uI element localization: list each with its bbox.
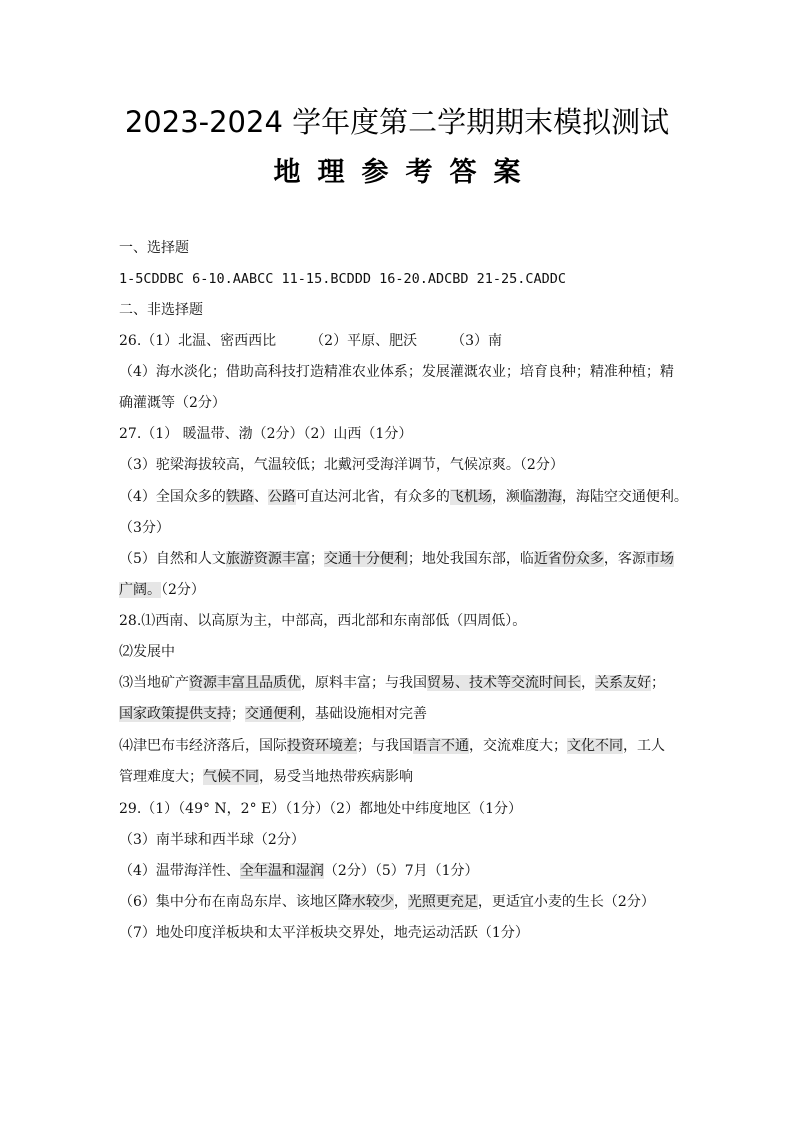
answer-text: ； xyxy=(309,551,324,567)
highlighted-text: 公路 xyxy=(267,489,296,505)
answer-29-line-2: （3）南半球和西半球（2分） xyxy=(119,832,305,848)
answer-text: 、 xyxy=(253,489,268,505)
highlighted-text: 铁路 xyxy=(225,489,254,505)
answer-27-line-1: 27.（1） 暖温带、渤（2分）（2）山西（1分） xyxy=(119,426,413,442)
highlighted-text: 市场 xyxy=(645,551,674,567)
answer-text: （6）集中分布在南岛东岸、该地区 xyxy=(119,894,338,910)
answer-text: ；地处我国东部，临 xyxy=(407,551,534,567)
answer-text: ，客源 xyxy=(603,551,646,567)
highlighted-text: 临渤海 xyxy=(519,489,562,505)
answer-text: （5）自然和人文 xyxy=(119,551,226,567)
answer-27-line-3 xyxy=(119,487,688,507)
answer-text: ； xyxy=(651,675,665,691)
answer-28-line-3 xyxy=(119,673,665,693)
answer-text: （2）平原、肥沃 xyxy=(310,333,418,349)
answer-text: （2分） xyxy=(161,582,205,598)
choice-answers: 1-5CDDBC 6-10.AABCC 11-15.BCDDD 16-20.ADCBD 21-25.CADDC xyxy=(119,271,567,287)
answer-29-line-5: （7）地处印度洋板块和太平洋板块交界处，地壳运动活跃（1分） xyxy=(119,925,529,941)
answer-29-line-3 xyxy=(119,861,479,881)
answer-text: ，更适宜小麦的生长（2分） xyxy=(477,894,655,910)
highlighted-text: 近省份众多 xyxy=(533,551,604,567)
answer-text: ，工人 xyxy=(623,738,665,754)
highlighted-text: 语言不通 xyxy=(413,738,469,754)
answer-26-line-3: 确灌溉等（2分） xyxy=(119,395,226,411)
section-heading-nonchoice: 二、非选择题 xyxy=(119,302,203,318)
answer-27-line-6 xyxy=(119,580,205,600)
highlighted-text: 气候不同 xyxy=(203,769,259,785)
highlighted-text: 飞机场 xyxy=(449,489,492,505)
highlighted-text: 资源丰富且品质优 xyxy=(189,675,301,691)
answer-text: ⑶当地矿产 xyxy=(119,675,189,691)
highlighted-text: 投资环境差 xyxy=(287,738,357,754)
answer-28-line-5 xyxy=(119,736,665,756)
answer-text: ，原料丰富；与我国 xyxy=(301,675,427,691)
answer-28-line-4 xyxy=(119,704,427,724)
highlighted-text: 光照更充足 xyxy=(407,894,478,910)
highlighted-text: 降水较少 xyxy=(337,894,394,910)
highlighted-text: 国家政策提供支持 xyxy=(119,706,231,722)
answer-text: ；与我国 xyxy=(357,738,413,754)
highlighted-text: 旅游资源丰富 xyxy=(225,551,310,567)
answer-text: ，交流难度大； xyxy=(469,738,567,754)
answer-text: （2分）（5）7月（1分） xyxy=(323,863,479,879)
answer-text: ， xyxy=(581,675,595,691)
highlighted-text: 文化不同 xyxy=(567,738,623,754)
answer-26-line-1 xyxy=(119,331,502,351)
answer-text: （3）南 xyxy=(451,333,503,349)
answer-28-line-1: 28.⑴西南、以高原为主，中部高，西北部和东南部低（四周低）。 xyxy=(119,613,527,629)
answer-text: 26.（1）北温、密西西比 xyxy=(119,333,277,349)
highlighted-text: 交通便利 xyxy=(245,706,301,722)
highlighted-text: 关系友好 xyxy=(595,675,651,691)
answer-28-line-2: ⑵发展中 xyxy=(119,644,175,660)
answer-text: ，濒 xyxy=(491,489,520,505)
highlighted-text: 贸易、技术等交流时间长 xyxy=(427,675,581,691)
highlighted-text: 交通十分便利 xyxy=(323,551,408,567)
answer-text: 管理难度大； xyxy=(119,769,203,785)
highlighted-text: 广阔。 xyxy=(119,582,161,598)
answer-text: （4）全国众多的 xyxy=(119,489,226,505)
answer-29-line-1: 29.（1）（49° N，2° E）（1分）（2）都地处中纬度地区（1分） xyxy=(119,801,522,817)
answer-text: ⑷津巴布韦经济落后，国际 xyxy=(119,738,287,754)
answer-26-line-2: （4）海水淡化；借助高科技打造精准农业体系；发展灌溉农业；培育良种；精准种植；精 xyxy=(119,364,674,380)
highlighted-text: 全年温和湿润 xyxy=(239,863,324,879)
answer-29-line-4 xyxy=(119,892,655,912)
answer-text: ； xyxy=(231,706,245,722)
answer-text: ， xyxy=(393,894,408,910)
page-subtitle: 地理参考答案 xyxy=(273,157,538,188)
answer-27-line-4: （3分） xyxy=(119,520,170,536)
answer-text: ，易受当地热带疾病影响 xyxy=(259,769,413,785)
answer-text: 可直达河北省，有众多的 xyxy=(295,489,450,505)
answer-27-line-2: （3）驼梁海拔较高，气温较低；北戴河受海洋调节，气候凉爽。（2分） xyxy=(119,457,564,473)
answer-28-line-6 xyxy=(119,767,413,787)
page-title: 2023-2024 学年度第二学期期末模拟测试 xyxy=(124,105,670,139)
section-heading-choice: 一、选择题 xyxy=(119,240,189,256)
answer-text: ，基础设施相对完善 xyxy=(301,706,427,722)
answer-text: （4）温带海洋性、 xyxy=(119,863,240,879)
answer-27-line-5 xyxy=(119,549,674,569)
answer-text: ，海陆空交通便利。 xyxy=(561,489,688,505)
